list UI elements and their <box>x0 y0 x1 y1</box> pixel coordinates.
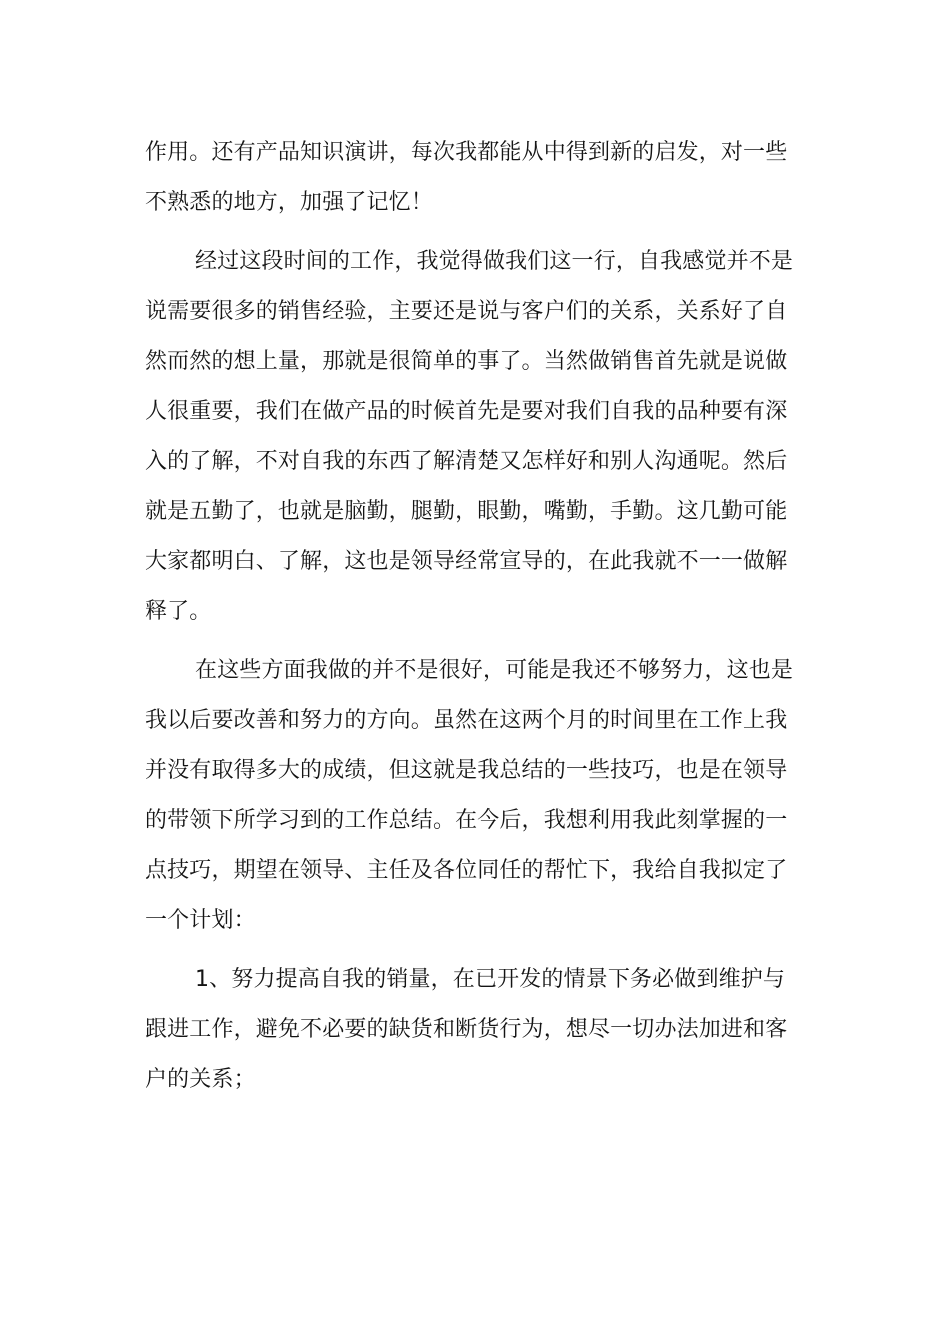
text-line: 一个计划： <box>145 908 256 933</box>
text-line: 我以后要改善和努力的方向。虽然在这两个月的时间里在工作上我 <box>145 708 788 733</box>
paragraph-2 <box>145 237 803 637</box>
paragraph-4 <box>145 955 803 1105</box>
text-line: 说需要很多的销售经验，主要还是说与客户们的关系，关系好了自 <box>145 299 788 324</box>
paragraph-3 <box>145 646 803 946</box>
text-line: 不熟悉的地方，加强了记忆！ <box>145 190 433 215</box>
text-line: 就是五勤了，也就是脑勤，腿勤，眼勤，嘴勤，手勤。这几勤可能 <box>145 499 788 524</box>
paragraph-1 <box>145 128 803 228</box>
text-line: 人很重要，我们在做产品的时候首先是要对我们自我的品种要有深 <box>145 399 788 424</box>
text-line: 入的了解，不对自我的东西了解清楚又怎样好和别人沟通呢。然后 <box>145 449 788 474</box>
text-line: 跟进工作，避免不必要的缺货和断货行为，想尽一切办法加进和客 <box>145 1017 788 1042</box>
text-line: 然而然的想上量，那就是很简单的事了。当然做销售首先就是说做 <box>145 349 788 374</box>
text-line: 作用。还有产品知识演讲，每次我都能从中得到新的启发，对一些 <box>145 140 788 165</box>
text-line: 户的关系； <box>145 1067 256 1092</box>
text-line: 在这些方面我做的并不是很好，可能是我还不够努力，这也是 <box>195 658 794 683</box>
text-line: 释了。 <box>145 599 212 624</box>
text-line: 的带领下所学习到的工作总结。在今后，我想利用我此刻掌握的一 <box>145 808 788 833</box>
text-line: 并没有取得多大的成绩，但这就是我总结的一些技巧，也是在领导 <box>145 758 788 783</box>
text-line: 经过这段时间的工作，我觉得做我们这一行，自我感觉并不是 <box>195 249 794 274</box>
text-line: 点技巧，期望在领导、主任及各位同任的帮忙下，我给自我拟定了 <box>145 858 788 883</box>
document-body <box>145 128 803 1105</box>
text-line: 大家都明白、了解，这也是领导经常宣导的，在此我就不一一做解 <box>145 549 788 574</box>
text-line: 1、努力提高自我的销量，在已开发的情景下务必做到维护与 <box>195 967 786 992</box>
